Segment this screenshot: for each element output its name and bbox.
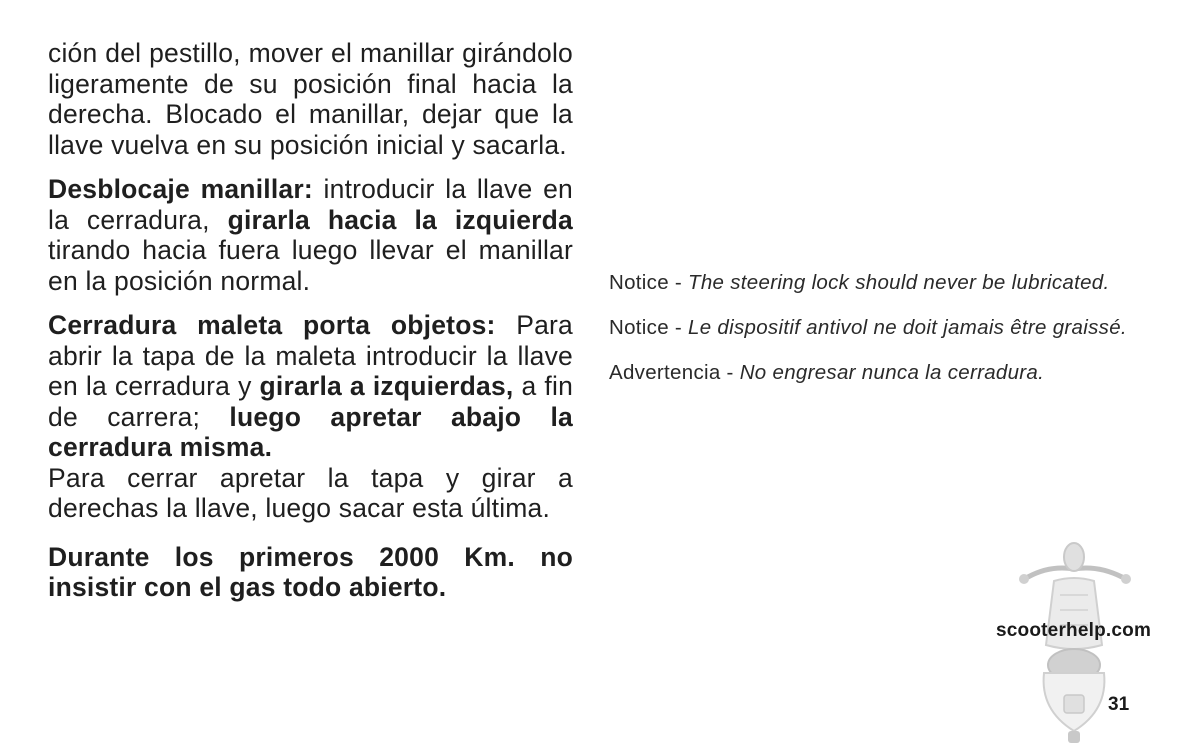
paragraph-running-in-warning — [48, 542, 573, 603]
notice-text: The steering lock should never be lubricated. — [688, 271, 1110, 294]
notice-label: Notice - — [609, 316, 689, 339]
paragraph-closing-procedure — [48, 463, 573, 524]
paragraph-luggage-lock — [48, 310, 573, 463]
notices-column — [609, 270, 1134, 405]
notice-text: No engresar nunca la cerradura. — [739, 361, 1045, 384]
page-number: 31 — [1108, 694, 1130, 715]
heading-unlock-handlebar: Desblocaje manillar: — [48, 174, 313, 204]
notice-english — [609, 270, 1134, 295]
paragraph-text: Para abrir la tapa de la maleta introducir la llave en la cerradura y — [48, 310, 573, 401]
emphasis-text: girarla a izquierdas, — [259, 371, 514, 401]
left-column — [48, 38, 573, 617]
notice-label: Notice - — [609, 271, 689, 294]
emphasis-text: girarla hacia la izquierda — [227, 204, 573, 235]
notice-text: Le dispositif antivol ne doit jamais être graissé. — [688, 316, 1127, 339]
paragraph-unlock-handlebar — [48, 174, 573, 296]
paragraph-text: Para cerrar apretar la tapa y girar a derechas la llave, luego sacar esta última. — [48, 462, 573, 523]
heading-luggage-lock: Cerradura maleta porta objetos: — [48, 310, 496, 340]
warning-text: Durante los primeros 2000 Km. no insistir con el gas todo abierto. — [48, 541, 573, 602]
paragraph-lock-procedure — [48, 38, 573, 160]
paragraph-text: a fin de carrera; — [48, 371, 574, 432]
paragraph-text: introducir la llave en la cerradura, — [48, 174, 573, 235]
paragraph-text: tirando hacia fuera luego llevar el manillar en la posición normal. — [48, 235, 573, 296]
notice-spanish — [609, 360, 1134, 385]
notice-label: Advertencia - — [609, 361, 740, 384]
emphasis-text: luego apretar abajo la cerradura misma. — [48, 401, 573, 462]
notice-french — [609, 315, 1134, 340]
paragraph-text: ción del pestillo, mover el manillar girándolo ligeramente de su posición final hacia la derecha. Blocado el manillar, dejar que la llave vuelva en su posición inicial y sacarla. — [48, 38, 573, 160]
site-watermark: scooterhelp.com — [996, 620, 1152, 641]
